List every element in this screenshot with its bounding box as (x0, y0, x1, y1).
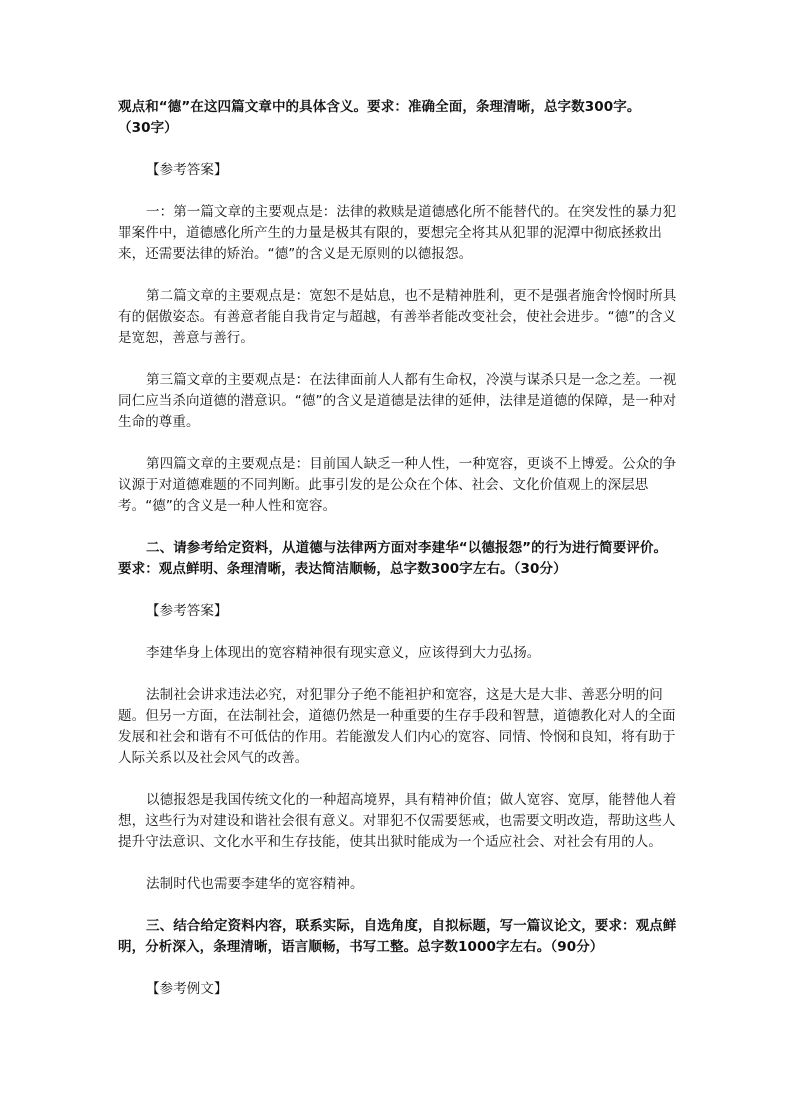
question1-tail-line1: 观点和“德”在这四篇文章中的具体含义。要求：准确全面，条理清晰，总字数300字。 (118, 99, 641, 115)
answer1-paragraph-1: 一：第一篇文章的主要观点是：法律的救赎是道德感化所不能替代的。在突发性的暴力犯罪案件中，道德感化所产生的力量是极其有限的，要想完全将其从犯罪的泥潭中彻底拯救出来，还需要法律的矫治。“德”的含义是无原则的以德报怨。 (118, 204, 677, 262)
document-page (118, 97, 678, 1000)
answer2-paragraph-3: 以德报怨是我国传统文化的一种超高境界，具有精神价值；做人宽容、宽厚，能替他人着想，这些行为对建设和谐社会很有意义。对罪犯不仅需要惩戒，也需要文明改造，帮助这些人提升守法意识、文化水平和生存技能，使其出狱时能成为一个适应社会、对社会有用的人。 (118, 792, 677, 850)
question3-text: 三、结合给定资料内容，联系实际，自选角度，自拟标题，写一篇议论文，要求：观点鲜明，分析深入，条理清晰，语言顺畅，书写工整。总字数1000字左右。（90分） (118, 918, 677, 955)
answer1-paragraph-3: 第三篇文章的主要观点是：在法律面前人人都有生命权，冷漠与谋杀只是一念之差。一视同仁应当杀向道德的潜意识。“德”的含义是道德是法律的延伸，法律是道德的保障，是一种对生命的尊重。 (118, 372, 677, 430)
answer3-label: 【参考例文】 (146, 981, 228, 997)
answer1-label: 【参考答案】 (146, 162, 228, 178)
question2-text: 二、请参考给定资料，从道德与法律两方面对李建华“以德报怨”的行为进行简要评价。要求：观点鲜明、条理清晰，表达简洁顺畅，总字数300字左右。（30分） (118, 540, 668, 577)
answer2-paragraph-4: 法制时代也需要李建华的宽容精神。 (146, 876, 364, 892)
answer2-paragraph-1: 李建华身上体现出的宽容精神很有现实意义，应该得到大力弘扬。 (146, 645, 541, 661)
question1-tail-line2: （30字） (118, 120, 178, 136)
answer1-paragraph-4: 第四篇文章的主要观点是：目前国人缺乏一种人性，一种宽容，更谈不上博爱。公众的争议源于对道德难题的不同判断。此事引发的是公众在个体、社会、文化价值观上的深层思考。“德”的含义是一种人性和宽容。 (118, 456, 677, 514)
answer1-paragraph-2: 第二篇文章的主要观点是：宽恕不是姑息，也不是精神胜利，更不是强者施舍怜悯时所具有的倨傲姿态。有善意者能自我肯定与超越，有善举者能改变社会，使社会进步。“德”的含义是宽恕，善意与善行。 (118, 288, 677, 346)
answer2-paragraph-2: 法制社会讲求违法必究，对犯罪分子绝不能袒护和宽容，这是大是大非、善恶分明的问题。但另一方面，在法制社会，道德仍然是一种重要的生存手段和智慧，道德教化对人的全面发展和社会和谐有不可低估的作用。若能激发人们内心的宽容、同情、怜悯和良知，将有助于人际关系以及社会风气的改善。 (118, 687, 676, 766)
answer2-label: 【参考答案】 (146, 603, 228, 619)
